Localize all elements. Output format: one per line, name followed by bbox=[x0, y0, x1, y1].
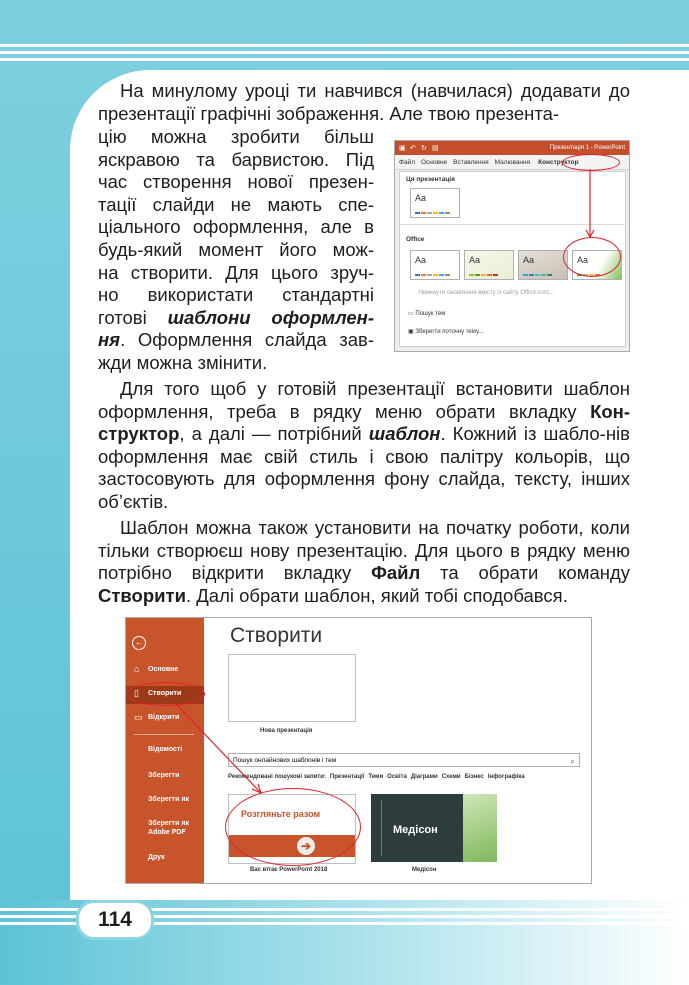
text-line: ціального оформлення, але в bbox=[98, 216, 374, 238]
suggestion-link[interactable]: Схеми bbox=[441, 774, 461, 780]
term-templates-end: ня bbox=[98, 329, 121, 351]
sidebar-item-print[interactable]: Друк bbox=[148, 854, 165, 861]
text-line: будь-який момент його мож- bbox=[98, 238, 374, 260]
new-file-icon: ▯ bbox=[134, 688, 139, 698]
title-bar bbox=[395, 141, 629, 155]
template-caption: Медісон bbox=[412, 867, 437, 873]
term-constructor: Кон-структор bbox=[98, 400, 630, 445]
theme-thumb-current[interactable] bbox=[410, 188, 460, 218]
template-line bbox=[381, 800, 382, 856]
term-template: шаблон bbox=[368, 423, 441, 445]
theme-palette bbox=[469, 274, 499, 276]
sidebar-item-save-pdf[interactable]: Зберегти як bbox=[148, 820, 189, 827]
theme-label: Aa bbox=[415, 255, 427, 265]
tab-file[interactable]: Файл bbox=[399, 158, 415, 166]
tab-insert[interactable]: Вставлення bbox=[453, 158, 489, 166]
top-stripe bbox=[0, 51, 689, 54]
sidebar-item-save[interactable]: Зберегти bbox=[148, 772, 180, 779]
theme-thumb-office[interactable] bbox=[410, 250, 460, 280]
redo-icon[interactable]: ↻ bbox=[421, 144, 427, 152]
theme-palette bbox=[415, 212, 451, 214]
suggestion-link[interactable]: Інфографіка bbox=[487, 774, 525, 780]
pointer-arrow-2 bbox=[170, 700, 270, 800]
section-office: Office bbox=[406, 236, 425, 243]
page-title: Створити bbox=[230, 624, 323, 647]
text-fragment: . Далі обрати шаблон, який тобі сподобався. bbox=[185, 584, 568, 606]
window-title: Презентація 1 - PowerPoint bbox=[549, 145, 625, 151]
undo-icon[interactable]: ↶ bbox=[410, 144, 416, 152]
suggested-label: Рекомендовані пошукові запити: bbox=[228, 774, 326, 780]
save-theme-label: Зберегти поточну тему... bbox=[415, 329, 484, 335]
text-fragment: . Оформлення слайда зав- bbox=[120, 329, 374, 351]
pointer-arrow bbox=[585, 168, 595, 240]
theme-thumb-integral[interactable] bbox=[518, 250, 568, 280]
open-folder-icon: ▭ bbox=[134, 712, 143, 722]
template-title: Медісон bbox=[393, 824, 438, 836]
paragraph-constructor bbox=[98, 378, 630, 514]
theme-label: Aa bbox=[523, 255, 535, 265]
suggestion-link[interactable]: Теми bbox=[368, 774, 384, 780]
paragraph-text bbox=[98, 378, 630, 514]
text-line: яскравою та барвистою. Під bbox=[98, 148, 374, 170]
term-create: Створити bbox=[98, 584, 186, 606]
suggestion-link[interactable]: Презентації bbox=[329, 774, 365, 780]
search-themes-label: Пошук тем bbox=[415, 311, 446, 317]
paragraph-intro bbox=[98, 80, 630, 125]
top-stripe bbox=[0, 58, 689, 61]
search-icon[interactable]: ⌕ bbox=[569, 756, 575, 766]
save-icon[interactable]: ▣ bbox=[399, 144, 406, 152]
theme-palette bbox=[523, 274, 553, 276]
tab-home[interactable]: Основне bbox=[420, 158, 448, 166]
paragraph-text: На минулому уроці ти навчився (навчилася) додавати до презентації графічні зображення. Але твою презента- bbox=[98, 80, 630, 124]
template-search-input[interactable] bbox=[228, 753, 580, 767]
sidebar-item-save-as[interactable]: Зберегти як bbox=[148, 796, 189, 803]
template-image bbox=[463, 794, 497, 862]
search-placeholder: Пошук онлайнових шаблонів і тем bbox=[233, 757, 337, 764]
text-fragment: Шаблон можна також установити на початку роботи, коли тільки створюєш нову презентацію. Для цього в рядку меню потрібно відкрити вкладку bbox=[98, 517, 630, 584]
sidebar-item-save-pdf-2: Adobe PDF bbox=[148, 829, 186, 836]
template-madison[interactable] bbox=[371, 794, 497, 862]
tab-design[interactable]: Конструктор bbox=[538, 158, 579, 166]
paragraph-templates bbox=[98, 126, 374, 375]
sidebar-item-info[interactable]: Відомості bbox=[148, 746, 183, 753]
text-line bbox=[98, 307, 374, 330]
enable-updates-link[interactable]: Увімкнути оновлення вмісту із сайту Office.com... bbox=[418, 290, 554, 296]
present-icon[interactable]: ▤ bbox=[432, 144, 439, 152]
text-fragment: та обрати команду bbox=[420, 562, 630, 584]
blank-presentation-caption: Нова презентація bbox=[260, 728, 313, 734]
tab-draw[interactable]: Малювання bbox=[494, 158, 531, 166]
template-title: Розгляньте разом bbox=[241, 809, 321, 819]
paragraph-create bbox=[98, 517, 630, 607]
save-icon: ▣ bbox=[408, 329, 414, 335]
page-number: 114 bbox=[76, 900, 154, 940]
text-fragment: . Кожний із шабло-нів оформлення має свій стиль і свою палітру кольорів, що застосовують для оформлення фону слайда, тексту, інших об’єктів. bbox=[98, 423, 630, 512]
text-fragment: готові bbox=[98, 306, 168, 328]
text-fragment: Для того щоб у готовій презентації встановити шаблон оформлення, треба в рядку меню обрати вкладку bbox=[98, 378, 630, 422]
theme-thumb-facet[interactable] bbox=[464, 250, 514, 280]
template-caption: Вас вітає PowerPoint 2018 bbox=[250, 867, 328, 873]
search-themes-item[interactable] bbox=[408, 310, 445, 317]
theme-label: Aa bbox=[415, 193, 427, 203]
theme-palette bbox=[415, 274, 451, 276]
text-line: час створення нової презен- bbox=[98, 171, 374, 193]
term-file: Файл bbox=[371, 562, 421, 584]
suggestion-link[interactable]: Освіта bbox=[387, 774, 407, 780]
text-line: цію можна зробити більш bbox=[98, 126, 374, 147]
term-templates: шаблони оформлен- bbox=[167, 306, 374, 328]
arrow-right-icon: ➔ bbox=[297, 837, 315, 855]
top-stripe bbox=[0, 44, 689, 47]
folder-icon: ▭ bbox=[408, 311, 414, 317]
theme-label: Aa bbox=[577, 255, 589, 265]
sidebar-item-open[interactable]: Відкрити bbox=[148, 714, 180, 721]
text-line: на створити. Для цього зруч- bbox=[98, 261, 374, 283]
text-line bbox=[98, 329, 374, 352]
suggested-searches bbox=[228, 774, 529, 780]
section-this-presentation: Ця презентація bbox=[406, 176, 455, 183]
paragraph-text bbox=[98, 517, 630, 607]
suggestion-link[interactable]: Бізнес bbox=[464, 774, 484, 780]
save-theme-item[interactable] bbox=[408, 328, 483, 335]
theme-label: Aa bbox=[469, 255, 481, 265]
suggestion-link[interactable]: Діаграми bbox=[410, 774, 438, 780]
text-line: тації слайди не мають спе- bbox=[98, 193, 374, 215]
highlight-selected-theme bbox=[563, 237, 621, 277]
text-line: но використати стандартні bbox=[98, 284, 374, 306]
home-icon: ⌂ bbox=[134, 664, 140, 674]
sidebar-item-home[interactable]: Основне bbox=[148, 666, 179, 673]
text-fragment: , а далі — потрібний bbox=[179, 423, 369, 445]
sidebar-item-new[interactable]: Створити bbox=[148, 690, 182, 697]
back-icon[interactable]: ← bbox=[132, 636, 146, 650]
text-line: жди можна змінити. bbox=[98, 351, 268, 373]
